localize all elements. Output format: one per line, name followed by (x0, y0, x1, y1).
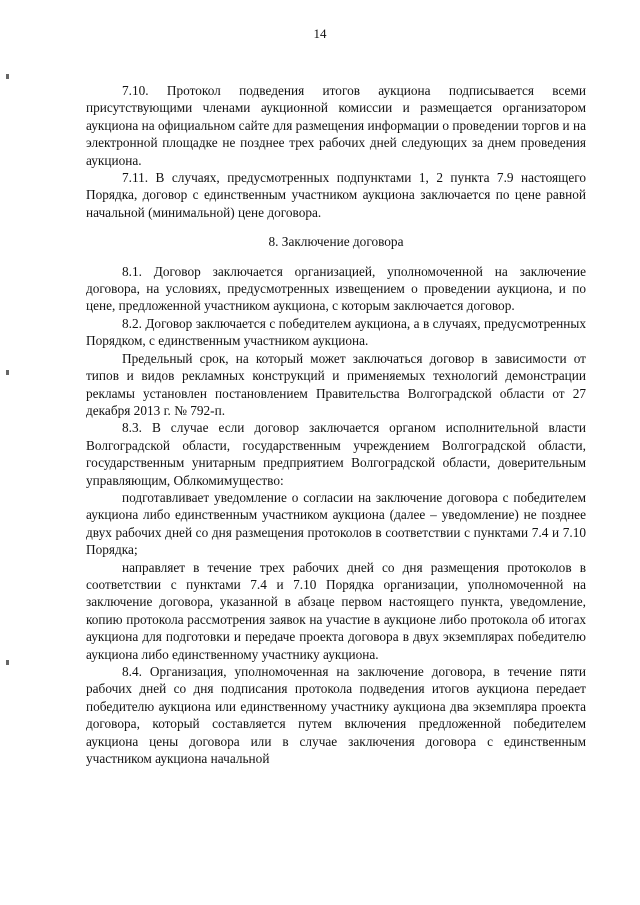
paragraph-8-3-send: направляет в течение трех рабочих дней со дня размещения протоколов в соответствии с пунктами 7.4 и 7.10 Порядка организации, уполномоченной на заключение договора, указанной в абзаце первом настоящего пункта, уведомление, копию протокола рассмотрения заявок на участие в аукционе либо протокола об итогах аукциона для подготовки и передаче проекта договора в двух экземплярах победителю аукциона либо единственному участнику аукциона. (86, 559, 586, 662)
paragraph-term-limit: Предельный срок, на который может заключаться договор в зависимости от типов и видов рекламных конструкций и применяемых технологий демонстрации рекламы установлен постановлением Правительства Волгоградской области от 27 декабря 2013 г. № 792-п. (86, 350, 586, 418)
scan-mark (6, 370, 9, 375)
document-body (86, 82, 586, 767)
paragraph-8-1: 8.1. Договор заключается организацией, уполномоченной на заключение договора, на условиях, предусмотренных извещением о проведении аукциона, и по цене, предложенной участником аукциона, с которым заключается договор. (86, 263, 586, 314)
scan-mark (6, 74, 9, 79)
paragraph-8-4: 8.4. Организация, уполномоченная на заключение договора, в течение пяти рабочих дней со дня подписания протокола подведения итогов аукциона передает победителю аукциона или единственному участнику аукциона два экземпляра проекта договора, который составляется путем включения предложенной победителем аукциона цены договора или в случае заключения договора с единственным участником аукциона начальной (86, 664, 586, 767)
section-heading: 8. Заключение договора (268, 234, 404, 250)
paragraph-8-2: 8.2. Договор заключается с победителем аукциона, а в случаях, предусмотренных Порядком, с единственным участником аукциона. (86, 315, 586, 349)
paragraph-7-11: 7.11. В случаях, предусмотренных подпунктами 1, 2 пункта 7.9 настоящего Порядка, договор с единственным участником аукциона заключается по цене равной начальной (минимальной) цене договора. (86, 170, 586, 220)
paragraph-8-3-notice: подготавливает уведомление о согласии на заключение договора с победителем аукциона либо единственным участником аукциона (далее – уведомление) не позднее двух рабочих дней со дня размещения протоколов в соответствии с пунктами 7.4 и 7.10 Порядка; (86, 489, 586, 558)
paragraph-8-3: 8.3. В случае если договор заключается органом исполнительной власти Волгоградской области, государственным учреждением Волгоградской области, государственным унитарным предприятием Волгоградской области, доверительным управляющим, Облкомимущество: (86, 420, 586, 488)
scan-mark (6, 660, 9, 665)
page-number: 14 (313, 26, 327, 41)
paragraph-7-10: 7.10. Протокол подведения итогов аукциона подписывается всеми присутствующими членами аукционной комиссии и размещается организатором аукциона на официальном сайте для размещения информации о проведении торгов и на электронной площадке не позднее трех рабочих дней следующих за днем проведения аукциона. (86, 83, 586, 168)
